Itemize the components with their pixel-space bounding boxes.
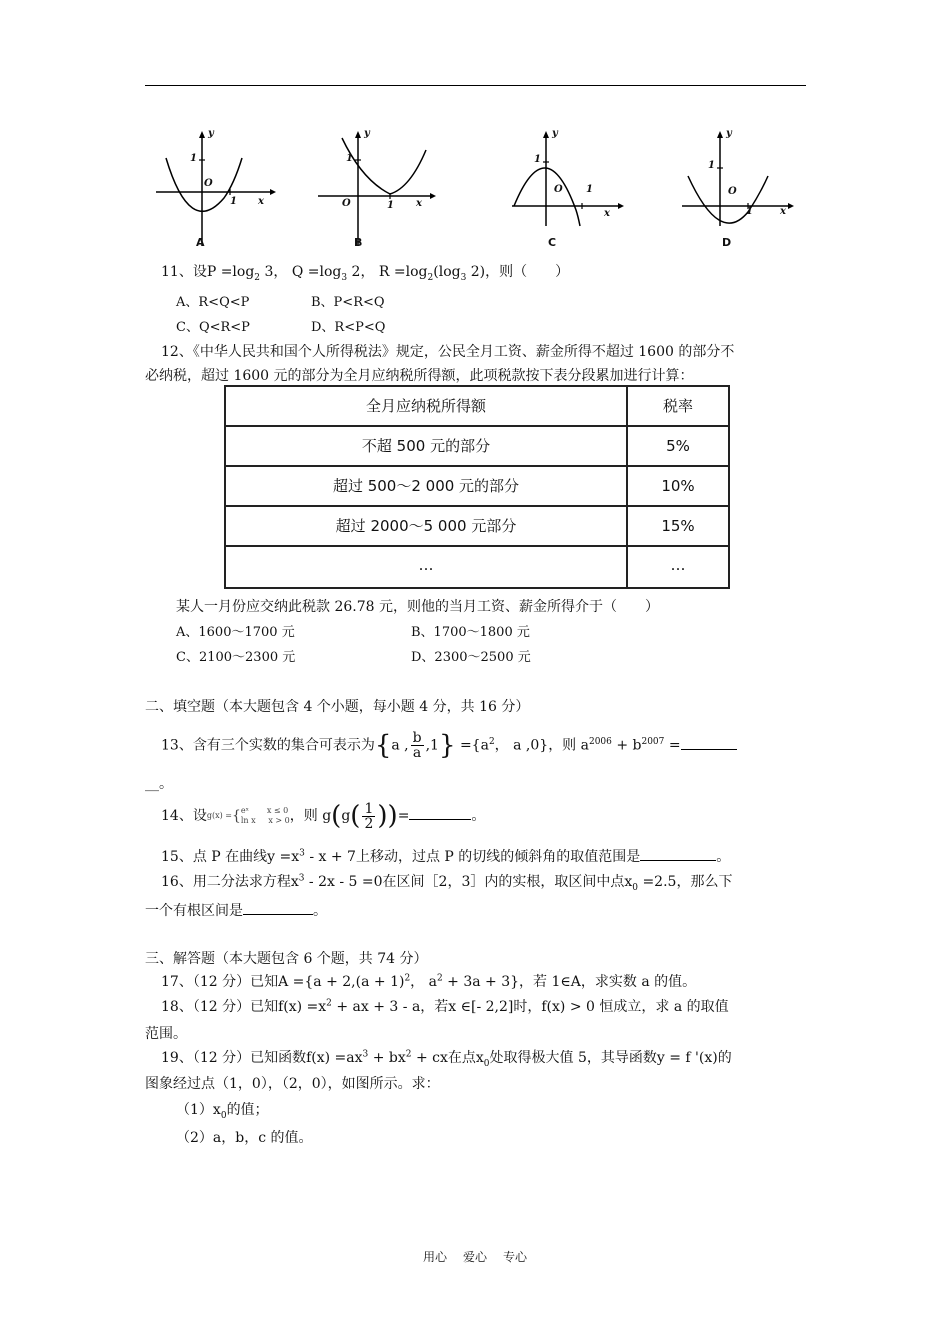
q19-sub1-sub: 0 xyxy=(220,1110,227,1121)
q13-prefix: 13、含有三个实数的集合可表示为 xyxy=(161,737,375,754)
q18-suffix: 时，f(x) > 0 恒成立，求 a 的取值 xyxy=(513,999,729,1015)
q11-prefix: 11、设 xyxy=(161,264,207,280)
q14-then: ，则 g xyxy=(289,808,332,824)
graph-b-origin: O xyxy=(342,198,351,209)
q19-sub1-x: x xyxy=(212,1102,221,1118)
q18-sup: 2 xyxy=(326,998,332,1009)
q12-option-a[interactable]: A、1600～1700 元 xyxy=(176,625,295,640)
q12-question: 某人一月份应交纳此税款 26.78 元，则他的当月工资、薪金所得介于（ ） xyxy=(176,599,659,615)
q14-case1-c: x ≤ 0 xyxy=(266,806,289,815)
graph-d xyxy=(676,128,806,256)
section-3-title: 三、解答题（本大题包含 6 个题，共 74 分） xyxy=(145,951,428,967)
q17-text1: 17、（12 分）已知 xyxy=(161,974,279,990)
q19-x0: x xyxy=(475,1050,484,1066)
q16-eq-tail: - 2x - 5 =0 xyxy=(304,874,383,890)
q13-a-sup: 2006 xyxy=(588,737,612,747)
q14-frac-num: 1 xyxy=(364,800,374,817)
row3-range: 超过 2000～5 000 元部分 xyxy=(335,517,517,535)
row1-rate: 5% xyxy=(666,437,690,455)
q12-option-c[interactable]: C、2100～2300 元 xyxy=(176,650,296,665)
graph-a-one-y: 1 xyxy=(190,153,197,164)
q13-answer-blank[interactable] xyxy=(681,735,737,750)
graph-c-x-label: x xyxy=(604,208,610,219)
table-row xyxy=(226,547,728,585)
graph-d-one-y: 1 xyxy=(708,160,715,171)
graph-b-y-label: y xyxy=(364,128,370,139)
q14-case1-f: eˣ xyxy=(240,806,249,815)
q11-q-tail: 2， xyxy=(347,264,375,280)
graph-b-x-label: x xyxy=(416,198,422,209)
q11-r-mid: (log xyxy=(433,264,461,280)
q13-rhs: ={a xyxy=(459,737,489,754)
q16-mid: 在区间［2，3］内的实根，取区间中点 xyxy=(382,874,625,890)
graph-b xyxy=(312,128,442,256)
q15-suffix: 上移动，过点 P 的切线的倾斜角的取值范围是 xyxy=(355,849,641,865)
row4-rate: … xyxy=(670,556,686,574)
footer-item: 专心 xyxy=(503,1250,528,1264)
q13-set-a: a , xyxy=(391,737,409,754)
graph-c-y-label: y xyxy=(552,128,558,139)
q13-rhs-sup: 2 xyxy=(488,737,495,747)
question-17 xyxy=(161,971,696,991)
question-14 xyxy=(161,796,485,836)
q16-x0: x xyxy=(624,874,633,890)
q14-case2-c: x > 0 xyxy=(268,816,290,825)
q14-prefix: 14、设 xyxy=(161,808,207,824)
graph-a-origin: O xyxy=(204,178,213,189)
graph-a-x-label: x xyxy=(258,196,264,207)
graph-d-one-x: 1 xyxy=(746,206,753,217)
section-2-title: 二、填空题（本大题包含 4 个小题，每小题 4 分，共 16 分） xyxy=(145,699,530,715)
q11-p-sub: 2 xyxy=(254,272,261,283)
q14-frac-den: 2 xyxy=(364,815,374,832)
table-row xyxy=(226,427,728,467)
q13-set-tail: ,1 xyxy=(425,737,439,754)
q11-r-tail: 2) xyxy=(466,264,486,280)
row1-range: 不超 500 元的部分 xyxy=(361,437,491,455)
graph-d-figure xyxy=(676,128,806,256)
header-rule xyxy=(145,85,806,86)
q18-cond: x ∈[- 2,2] xyxy=(448,999,514,1015)
graph-c-figure xyxy=(506,128,636,256)
q11-option-a[interactable]: A、R<Q<P xyxy=(176,295,250,310)
q18-text1: 18、（12 分）已知 xyxy=(161,999,279,1015)
q14-answer-blank[interactable] xyxy=(409,805,471,820)
q19-sup: 3 xyxy=(362,1049,369,1060)
q19-f-tail: + cx xyxy=(411,1050,448,1066)
header-rate: 税率 xyxy=(662,397,693,415)
q15-prefix: 15、点 P 在曲线 xyxy=(161,849,268,865)
q11-option-d[interactable]: D、R<P<Q xyxy=(311,320,386,335)
q16-sup: 3 xyxy=(298,873,305,884)
q19-line2: 图象经过点（1，0），（2，0），如图所示。求： xyxy=(145,1076,440,1092)
q17-sup2: 2 xyxy=(436,973,443,984)
graph-b-figure xyxy=(312,128,442,256)
q16-x0-sub: 0 xyxy=(632,882,638,893)
q12-option-b[interactable]: B、1700～1800 元 xyxy=(411,625,530,640)
graph-a-one-x: 1 xyxy=(230,196,237,207)
table-row xyxy=(226,507,728,547)
q15-sup: 3 xyxy=(299,848,305,859)
q14-right-paren: ) xyxy=(387,801,398,831)
q11-q-sub: 3 xyxy=(341,272,348,283)
q13-left-brace: { xyxy=(374,730,392,761)
q16-tail: 。 xyxy=(313,903,327,919)
q16-val: =2.5 xyxy=(638,874,677,890)
q18-f: f(x) =x xyxy=(278,999,327,1015)
q13-b-sup: 2007 xyxy=(641,737,665,747)
question-16 xyxy=(161,871,732,893)
q13-tail: __。 xyxy=(145,776,173,792)
q15-curve-tail: - x + 7 xyxy=(304,849,356,865)
q14-tail: 。 xyxy=(471,808,486,824)
graph-a-y-label: y xyxy=(208,128,214,139)
q11-r-sub2: 3 xyxy=(460,272,467,283)
q15-curve: y =x xyxy=(267,849,300,865)
q16-answer-blank[interactable] xyxy=(243,900,313,915)
q12-line2: 必纳税，超过 1600 元的部分为全月应纳税所得额，此项税款按下表分段累加进行计算： xyxy=(145,368,694,384)
question-19 xyxy=(161,1047,732,1069)
q19-mid: 在点 xyxy=(447,1050,476,1066)
q17-sup: 2 xyxy=(404,973,411,984)
q16-prefix: 16、用二分法求方程 xyxy=(161,874,291,890)
graph-c-one-y: 1 xyxy=(534,154,541,165)
q19-mid2: 处取得极大值 5，其导函数 xyxy=(489,1050,657,1066)
q19-sub2: （2）a，b，c 的值。 xyxy=(176,1130,313,1146)
q12-line1: 12、《中华人民共和国个人所得税法》规定，公民全月工资、薪金所得不超过 1600 的部分不 xyxy=(161,344,735,360)
q17-suffix: ，若 1∈A，求实数 a 的值。 xyxy=(519,974,697,990)
tax-table xyxy=(224,385,730,589)
graph-b-one-y: 1 xyxy=(346,153,353,164)
q11-q: Q =log xyxy=(291,264,342,280)
q16-line2 xyxy=(145,900,327,920)
q13-plus-b: + b xyxy=(611,737,642,754)
header-income: 全月应纳税所得额 xyxy=(365,397,486,415)
q19-sub1-tail: 的值； xyxy=(226,1102,269,1118)
q18-mid: ，若 xyxy=(420,999,449,1015)
q19-fprime: y = f '(x) xyxy=(656,1050,718,1066)
row2-range: 超过 500～2 000 元的部分 xyxy=(332,477,520,495)
row3-rate: 15% xyxy=(661,517,695,535)
q18-f-tail: + ax + 3 - a xyxy=(331,999,421,1015)
q13-frac-den: a xyxy=(412,745,422,762)
graph-a-label: A xyxy=(196,236,205,249)
graph-b-one-x: 1 xyxy=(387,200,394,211)
graph-c-label: C xyxy=(548,236,557,249)
q14-piecewise: g(x) ={eˣ x ≤ 0 ln x x > 0 xyxy=(206,806,290,825)
q14-inner-right-paren: ) xyxy=(377,801,388,831)
q14-fraction xyxy=(362,802,375,831)
q15-tail: 。 xyxy=(716,849,731,865)
q13-frac-num: b xyxy=(412,730,422,747)
question-18 xyxy=(161,996,729,1016)
q19-sub1 xyxy=(176,1099,269,1121)
q11-r-sub: 2 xyxy=(427,272,434,283)
q14-case2-f: ln x xyxy=(240,816,256,825)
q18-line2: 范围。 xyxy=(145,1026,187,1042)
question-15 xyxy=(161,846,730,866)
q11-p-tail: 3， xyxy=(260,264,288,280)
q13-fraction xyxy=(411,731,424,760)
q16-eq: x xyxy=(290,874,299,890)
graph-a-figure xyxy=(150,128,280,256)
q19-f: f(x) =ax xyxy=(306,1050,363,1066)
q14-eq: = xyxy=(397,808,410,824)
q11-option-b[interactable]: B、P<R<Q xyxy=(311,295,385,310)
graph-c xyxy=(506,128,636,256)
q19-sub1-pre: （1） xyxy=(176,1102,213,1118)
tax-table-header xyxy=(226,387,728,427)
q17-set: A ={a + 2,(a + 1) xyxy=(278,974,405,990)
q11-option-c[interactable]: C、Q<R<P xyxy=(176,320,250,335)
q13-right-brace: } xyxy=(438,730,456,761)
q13-rhs-tail: ， a ,0} xyxy=(494,737,549,754)
q19-suffix: 的 xyxy=(717,1050,732,1066)
footer-item: 爱心 xyxy=(462,1250,487,1264)
graph-d-origin: O xyxy=(728,186,737,197)
graph-d-label: D xyxy=(722,236,732,249)
footer-item: 用心 xyxy=(422,1250,447,1264)
q11-p: P =log xyxy=(206,264,255,280)
q16-suffix: ，那么下 xyxy=(676,874,733,890)
q19-f-mid: + bx xyxy=(368,1050,406,1066)
table-row xyxy=(226,467,728,507)
graph-d-y-label: y xyxy=(726,128,732,139)
graph-b-label: B xyxy=(354,236,363,249)
q19-sup2: 2 xyxy=(405,1049,412,1060)
q12-option-d[interactable]: D、2300～2500 元 xyxy=(411,650,531,665)
q16-line2-text: 一个有根区间是 xyxy=(145,903,243,919)
q14-left-paren: ( xyxy=(331,801,342,831)
graph-d-x-label: x xyxy=(780,206,786,217)
graph-a xyxy=(150,128,280,256)
q19-text1: 19、（12 分）已知函数 xyxy=(161,1050,307,1066)
question-13 xyxy=(161,722,737,762)
question-11 xyxy=(161,261,569,283)
page-footer xyxy=(0,1248,950,1265)
q14-gdef: g(x) = xyxy=(206,811,232,820)
row2-rate: 10% xyxy=(661,477,695,495)
q11-suffix: ，则（ ） xyxy=(485,264,570,280)
graph-c-origin: O xyxy=(554,184,563,195)
q15-answer-blank[interactable] xyxy=(640,846,716,861)
row4-range: … xyxy=(418,556,434,574)
graph-c-one-x: 1 xyxy=(586,184,593,195)
q19-x0-sub: 0 xyxy=(483,1058,490,1069)
q17-set-tail2: + 3a + 3} xyxy=(442,974,520,990)
q13-eq: = xyxy=(664,737,681,754)
q17-set-tail: ， a xyxy=(410,974,437,990)
q13-then: ，则 a xyxy=(548,737,589,754)
q14-g-inner: g xyxy=(341,808,351,824)
q14-inner-left-paren: ( xyxy=(350,801,361,831)
q11-r: R =log xyxy=(378,264,428,280)
